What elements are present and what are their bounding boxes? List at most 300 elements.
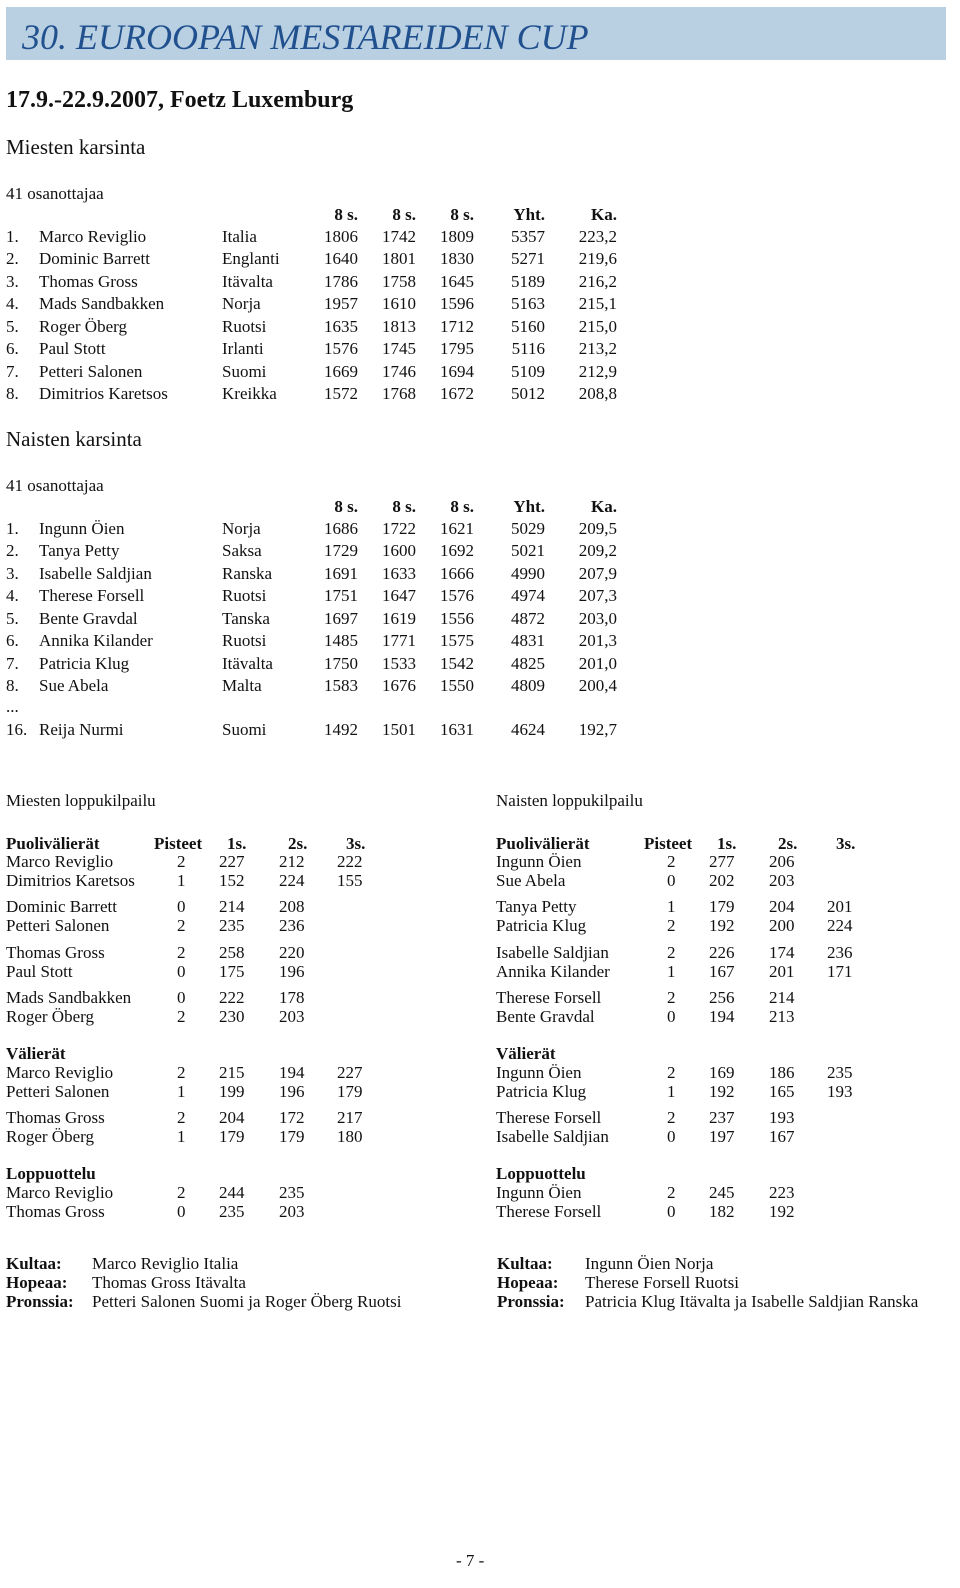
score-cell: 208,8 xyxy=(578,384,617,404)
score-cell: 1576 xyxy=(440,586,474,606)
score-cell: 5012 xyxy=(511,384,545,404)
player-name: Petteri Salonen xyxy=(6,916,110,935)
game-score: 244 xyxy=(219,1183,245,1202)
player-name: Therese Forsell xyxy=(496,988,602,1007)
game-score: 224 xyxy=(827,916,853,935)
score-cell: 203,0 xyxy=(578,608,617,628)
match-row xyxy=(0,897,960,917)
name-cell: Dominic Barrett xyxy=(39,249,150,269)
game-score: 235 xyxy=(219,916,245,935)
game-score: 199 xyxy=(219,1082,245,1101)
game-score: 167 xyxy=(709,962,735,981)
player-name: Marco Reviglio xyxy=(6,1183,114,1202)
player-points: 0 xyxy=(667,1007,676,1026)
medal-label: Hopeaa: xyxy=(497,1273,559,1292)
game-score: 206 xyxy=(769,852,795,871)
rank-cell: 5. xyxy=(6,608,19,628)
game-score: 224 xyxy=(279,871,305,890)
player-points: 2 xyxy=(667,1063,676,1082)
player-name: Marco Reviglio xyxy=(6,852,114,871)
women-qual-heading: Naisten karsinta xyxy=(6,427,142,451)
player-name: Roger Öberg xyxy=(6,1127,94,1146)
rank-cell: 16. xyxy=(6,720,28,739)
score-cell: 1745 xyxy=(382,339,416,359)
score-cell: 1485 xyxy=(324,631,358,651)
game-score: 193 xyxy=(827,1082,853,1101)
score-cell: 201,3 xyxy=(578,631,617,651)
game-score: 179 xyxy=(709,897,735,916)
match-row xyxy=(0,1007,960,1027)
qual-row xyxy=(0,676,960,698)
game-score: 256 xyxy=(709,988,735,1007)
name-cell: Isabelle Saldjian xyxy=(39,563,152,583)
player-name: Sue Abela xyxy=(496,871,566,890)
rank-cell: 6. xyxy=(6,631,19,651)
sf-label: Välierät xyxy=(6,1044,66,1063)
medal-value: Ingunn Öien Norja xyxy=(585,1254,714,1273)
country-cell: Tanska xyxy=(222,608,270,628)
rank-cell: 8. xyxy=(6,384,19,404)
game-score: 179 xyxy=(337,1082,363,1101)
score-cell: 4872 xyxy=(511,608,545,628)
player-points: 0 xyxy=(667,1127,676,1146)
score-cell: 216,2 xyxy=(578,271,617,291)
score-cell: 215,1 xyxy=(578,294,617,314)
score-cell: 192,7 xyxy=(578,720,617,739)
player-points: 2 xyxy=(667,988,676,1007)
score-cell: 1640 xyxy=(324,249,358,269)
game-score: 227 xyxy=(337,1063,363,1082)
player-name: Annika Kilander xyxy=(496,962,610,981)
score-cell: 215,0 xyxy=(578,316,617,336)
score-cell: 209,5 xyxy=(578,519,617,538)
name-cell: Patricia Klug xyxy=(39,653,130,673)
game-score: 174 xyxy=(769,943,795,962)
player-name: Therese Forsell xyxy=(496,1202,602,1221)
qual-row xyxy=(0,294,960,316)
game-score: 214 xyxy=(219,897,245,916)
score-cell: 1751 xyxy=(324,586,358,606)
player-name: Dimitrios Karetsos xyxy=(6,871,135,890)
player-name: Marco Reviglio xyxy=(6,1063,114,1082)
score-cell: 1550 xyxy=(440,676,474,696)
qf-label: Puolivälierät xyxy=(496,834,590,853)
score-cell: 1712 xyxy=(440,316,474,336)
medal-value: Patricia Klug Itävalta ja Isabelle Saldjian Ranska xyxy=(585,1292,919,1311)
rank-cell: 8. xyxy=(6,676,19,696)
game-score: 212 xyxy=(279,852,305,871)
score-cell: 1957 xyxy=(324,294,358,314)
score-cell: 1600 xyxy=(382,541,416,561)
game-score: 227 xyxy=(219,852,245,871)
player-points: 2 xyxy=(177,1183,186,1202)
player-points: 2 xyxy=(177,1108,186,1127)
score-cell: 4825 xyxy=(511,653,545,673)
score-cell: 5021 xyxy=(511,541,545,561)
medal-label: Hopeaa: xyxy=(6,1273,68,1292)
game-score: 217 xyxy=(337,1108,363,1127)
player-name: Dominic Barrett xyxy=(6,897,117,916)
game-score: 223 xyxy=(769,1183,795,1202)
country-cell: Ranska xyxy=(222,563,273,583)
name-cell: Annika Kilander xyxy=(39,631,153,651)
game-score: 226 xyxy=(709,943,735,962)
game-score: 202 xyxy=(709,871,735,890)
score-cell: 1768 xyxy=(382,384,416,404)
rank-cell: 7. xyxy=(6,361,19,381)
score-cell: 5116 xyxy=(511,339,545,359)
game-score: 171 xyxy=(827,962,853,981)
name-cell: Sue Abela xyxy=(39,676,109,696)
score-cell: 5160 xyxy=(511,316,545,336)
match-row xyxy=(0,943,960,963)
score-cell: 1575 xyxy=(440,631,474,651)
score-cell: 1492 xyxy=(324,720,358,739)
qual-col-header: 8 s. xyxy=(450,497,474,516)
score-cell: 212,9 xyxy=(578,361,617,381)
col-2s: 2s. xyxy=(778,834,798,853)
player-points: 2 xyxy=(667,1183,676,1202)
country-cell: Malta xyxy=(222,676,262,696)
game-score: 204 xyxy=(769,897,795,916)
rank-cell: 4. xyxy=(6,586,19,606)
qual-col-header: 8 s. xyxy=(450,205,474,224)
score-cell: 5163 xyxy=(511,294,545,314)
name-cell: Ingunn Öien xyxy=(39,519,125,538)
game-score: 208 xyxy=(279,897,305,916)
game-score: 235 xyxy=(279,1183,305,1202)
rank-cell: 4. xyxy=(6,294,19,314)
game-score: 204 xyxy=(219,1108,245,1127)
player-points: 2 xyxy=(177,1063,186,1082)
qual-col-header: 8 s. xyxy=(334,205,358,224)
game-score: 197 xyxy=(709,1127,735,1146)
score-cell: 5357 xyxy=(511,227,545,246)
ellipsis: ... xyxy=(6,697,19,716)
score-cell: 4990 xyxy=(511,563,545,583)
country-cell: Ruotsi xyxy=(222,316,267,336)
score-cell: 5189 xyxy=(511,271,545,291)
rank-cell: 1. xyxy=(6,519,19,538)
player-points: 2 xyxy=(667,1108,676,1127)
country-cell: Norja xyxy=(222,519,261,538)
score-cell: 1742 xyxy=(382,227,416,246)
score-cell: 1686 xyxy=(324,519,358,538)
player-points: 1 xyxy=(667,1082,676,1101)
country-cell: Englanti xyxy=(222,249,280,269)
rank-cell: 1. xyxy=(6,227,19,246)
game-score: 167 xyxy=(769,1127,795,1146)
game-score: 203 xyxy=(769,871,795,890)
qf-label: Puolivälierät xyxy=(6,834,100,853)
game-score: 192 xyxy=(709,1082,735,1101)
score-cell: 1813 xyxy=(382,316,416,336)
country-cell: Irlanti xyxy=(222,339,264,359)
game-score: 245 xyxy=(709,1183,735,1202)
score-cell: 1676 xyxy=(382,676,416,696)
name-cell: Bente Gravdal xyxy=(39,608,138,628)
game-score: 200 xyxy=(769,916,795,935)
player-points: 0 xyxy=(177,962,186,981)
game-score: 192 xyxy=(709,916,735,935)
player-points: 2 xyxy=(667,916,676,935)
score-cell: 1619 xyxy=(382,608,416,628)
score-cell: 1722 xyxy=(382,519,416,538)
player-points: 2 xyxy=(177,943,186,962)
event-info: 17.9.-22.9.2007, Foetz Luxemburg xyxy=(6,87,354,113)
game-score: 230 xyxy=(219,1007,245,1026)
rank-cell: 3. xyxy=(6,271,19,291)
men-qual-participants: 41 osanottajaa xyxy=(6,184,104,203)
qual-row xyxy=(0,384,960,406)
score-cell: 1801 xyxy=(382,249,416,269)
match-row xyxy=(0,916,960,936)
game-score: 235 xyxy=(827,1063,853,1082)
score-cell: 1633 xyxy=(382,563,416,583)
qual-row xyxy=(0,609,960,631)
game-score: 203 xyxy=(279,1007,305,1026)
score-cell: 1533 xyxy=(382,653,416,673)
score-cell: 207,3 xyxy=(578,586,617,606)
qual-row xyxy=(0,541,960,563)
match-row xyxy=(0,1063,960,1083)
score-cell: 1610 xyxy=(382,294,416,314)
qual-col-header: Ka. xyxy=(591,205,617,224)
game-score: 222 xyxy=(219,988,245,1007)
game-score: 179 xyxy=(279,1127,305,1146)
qual-row xyxy=(0,272,960,294)
score-cell: 4831 xyxy=(511,631,545,651)
score-cell: 1746 xyxy=(382,361,416,381)
col-pisteet: Pisteet xyxy=(644,834,693,853)
score-cell: 1694 xyxy=(440,361,474,381)
medal-label: Kultaa: xyxy=(6,1254,62,1273)
match-row xyxy=(0,852,960,872)
qual-row xyxy=(0,519,960,541)
name-cell: Petteri Salonen xyxy=(39,361,143,381)
score-cell: 1729 xyxy=(324,541,358,561)
player-name: Petteri Salonen xyxy=(6,1082,110,1101)
player-name: Mads Sandbakken xyxy=(6,988,132,1007)
player-name: Ingunn Öien xyxy=(496,1183,582,1202)
game-score: 182 xyxy=(709,1202,735,1221)
player-name: Isabelle Saldjian xyxy=(496,1127,609,1146)
game-score: 258 xyxy=(219,943,245,962)
score-cell: 1830 xyxy=(440,249,474,269)
page-title: 30. EUROOPAN MESTAREIDEN CUP xyxy=(22,17,589,57)
rank-cell: 6. xyxy=(6,339,19,359)
name-cell: Thomas Gross xyxy=(39,271,138,291)
qual-row xyxy=(0,564,960,586)
player-name: Roger Öberg xyxy=(6,1007,94,1026)
score-cell: 1647 xyxy=(382,586,416,606)
player-points: 1 xyxy=(177,1082,186,1101)
qual-row xyxy=(0,631,960,653)
player-points: 0 xyxy=(667,871,676,890)
player-points: 0 xyxy=(667,1202,676,1221)
match-row xyxy=(0,988,960,1008)
game-score: 203 xyxy=(279,1202,305,1221)
match-row xyxy=(0,1127,960,1147)
player-points: 1 xyxy=(177,1127,186,1146)
name-cell: Mads Sandbakken xyxy=(39,294,165,314)
score-cell: 1666 xyxy=(440,563,474,583)
title-banner xyxy=(6,7,946,60)
game-score: 155 xyxy=(337,871,363,890)
qual-row xyxy=(0,317,960,339)
medal-value: Thomas Gross Itävalta xyxy=(92,1273,246,1292)
game-score: 236 xyxy=(827,943,853,962)
game-score: 222 xyxy=(337,852,363,871)
game-score: 192 xyxy=(769,1202,795,1221)
game-score: 237 xyxy=(709,1108,735,1127)
qual-row xyxy=(0,339,960,361)
col-1s: 1s. xyxy=(227,834,247,853)
country-cell: Saksa xyxy=(222,541,262,561)
game-score: 201 xyxy=(769,962,795,981)
match-row xyxy=(0,1202,960,1222)
f-label: Loppuottelu xyxy=(496,1164,586,1183)
score-cell: 207,9 xyxy=(578,563,617,583)
final-heading: Miesten loppukilpailu xyxy=(6,791,156,810)
rank-cell: 3. xyxy=(6,563,19,583)
qual-col-header: 8 s. xyxy=(334,497,358,516)
game-score: 236 xyxy=(279,916,305,935)
qual-col-header: 8 s. xyxy=(392,497,416,516)
game-score: 196 xyxy=(279,962,305,981)
score-cell: 201,0 xyxy=(578,653,617,673)
country-cell: Suomi xyxy=(222,361,267,381)
qual-col-header: Yht. xyxy=(513,497,545,516)
rank-cell: 2. xyxy=(6,541,19,561)
score-cell: 1501 xyxy=(382,720,416,739)
name-cell: Roger Öberg xyxy=(39,316,127,336)
player-points: 1 xyxy=(177,871,186,890)
game-score: 175 xyxy=(219,962,245,981)
name-cell: Therese Forsell xyxy=(39,586,145,606)
qual-row xyxy=(0,654,960,676)
score-cell: 223,2 xyxy=(578,227,617,246)
col-3s: 3s. xyxy=(836,834,856,853)
match-row xyxy=(0,962,960,982)
name-cell: Tanya Petty xyxy=(39,541,120,561)
score-cell: 1556 xyxy=(440,608,474,628)
player-points: 0 xyxy=(177,988,186,1007)
men-qual-heading: Miesten karsinta xyxy=(6,135,146,159)
medal-value: Marco Reviglio Italia xyxy=(92,1254,239,1273)
country-cell: Itävalta xyxy=(222,271,273,291)
player-points: 0 xyxy=(177,1202,186,1221)
name-cell: Dimitrios Karetsos xyxy=(39,384,168,404)
qual-col-header: 8 s. xyxy=(392,205,416,224)
game-score: 214 xyxy=(769,988,795,1007)
rank-cell: 2. xyxy=(6,249,19,269)
score-cell: 1786 xyxy=(324,271,358,291)
game-score: 235 xyxy=(219,1202,245,1221)
rank-cell: 7. xyxy=(6,653,19,673)
game-score: 165 xyxy=(769,1082,795,1101)
score-cell: 219,6 xyxy=(578,249,617,269)
player-points: 2 xyxy=(667,852,676,871)
score-cell: 1542 xyxy=(440,653,474,673)
qual-col-header: Ka. xyxy=(591,497,617,516)
game-score: 193 xyxy=(769,1108,795,1127)
game-score: 201 xyxy=(827,897,853,916)
score-cell: 5109 xyxy=(511,361,545,381)
medal-label: Pronssia: xyxy=(497,1292,565,1311)
score-cell: 209,2 xyxy=(578,541,617,561)
col-1s: 1s. xyxy=(717,834,737,853)
game-score: 220 xyxy=(279,943,305,962)
player-points: 1 xyxy=(667,962,676,981)
women-qual-participants: 41 osanottajaa xyxy=(6,476,104,495)
player-name: Ingunn Öien xyxy=(496,852,582,871)
match-row xyxy=(0,1108,960,1128)
country-cell: Norja xyxy=(222,294,261,314)
f-label: Loppuottelu xyxy=(6,1164,96,1183)
game-score: 178 xyxy=(279,988,305,1007)
match-row xyxy=(0,871,960,891)
country-cell: Itävalta xyxy=(222,653,273,673)
qual-row xyxy=(0,720,960,742)
player-name: Patricia Klug xyxy=(496,916,587,935)
game-score: 277 xyxy=(709,852,735,871)
game-score: 194 xyxy=(279,1063,305,1082)
score-cell: 1669 xyxy=(324,361,358,381)
player-points: 2 xyxy=(177,852,186,871)
player-points: 2 xyxy=(177,916,186,935)
game-score: 215 xyxy=(219,1063,245,1082)
score-cell: 1697 xyxy=(324,608,358,628)
player-name: Thomas Gross xyxy=(6,943,105,962)
game-score: 172 xyxy=(279,1108,305,1127)
score-cell: 1691 xyxy=(324,563,358,583)
score-cell: 1806 xyxy=(324,227,358,246)
score-cell: 1750 xyxy=(324,653,358,673)
score-cell: 213,2 xyxy=(578,339,617,359)
match-row xyxy=(0,1082,960,1102)
game-score: 213 xyxy=(769,1007,795,1026)
player-name: Therese Forsell xyxy=(496,1108,602,1127)
score-cell: 1692 xyxy=(440,541,474,561)
qual-row xyxy=(0,249,960,271)
score-cell: 1583 xyxy=(324,676,358,696)
name-cell: Marco Reviglio xyxy=(39,227,147,246)
col-2s: 2s. xyxy=(288,834,308,853)
score-cell: 1672 xyxy=(440,384,474,404)
country-cell: Kreikka xyxy=(222,384,277,404)
score-cell: 5029 xyxy=(511,519,545,538)
col-pisteet: Pisteet xyxy=(154,834,203,853)
game-score: 196 xyxy=(279,1082,305,1101)
rank-cell: 5. xyxy=(6,316,19,336)
score-cell: 1596 xyxy=(440,294,474,314)
game-score: 186 xyxy=(769,1063,795,1082)
country-cell: Ruotsi xyxy=(222,586,267,606)
game-score: 194 xyxy=(709,1007,735,1026)
qual-header-row xyxy=(0,205,960,227)
player-name: Thomas Gross xyxy=(6,1202,105,1221)
player-name: Isabelle Saldjian xyxy=(496,943,609,962)
player-name: Bente Gravdal xyxy=(496,1007,595,1026)
score-cell: 1631 xyxy=(440,720,474,739)
player-name: Paul Stott xyxy=(6,962,73,981)
country-cell: Ruotsi xyxy=(222,631,267,651)
name-cell: Reija Nurmi xyxy=(39,720,124,739)
score-cell: 1795 xyxy=(440,339,474,359)
score-cell: 1576 xyxy=(324,339,358,359)
score-cell: 4809 xyxy=(511,676,545,696)
